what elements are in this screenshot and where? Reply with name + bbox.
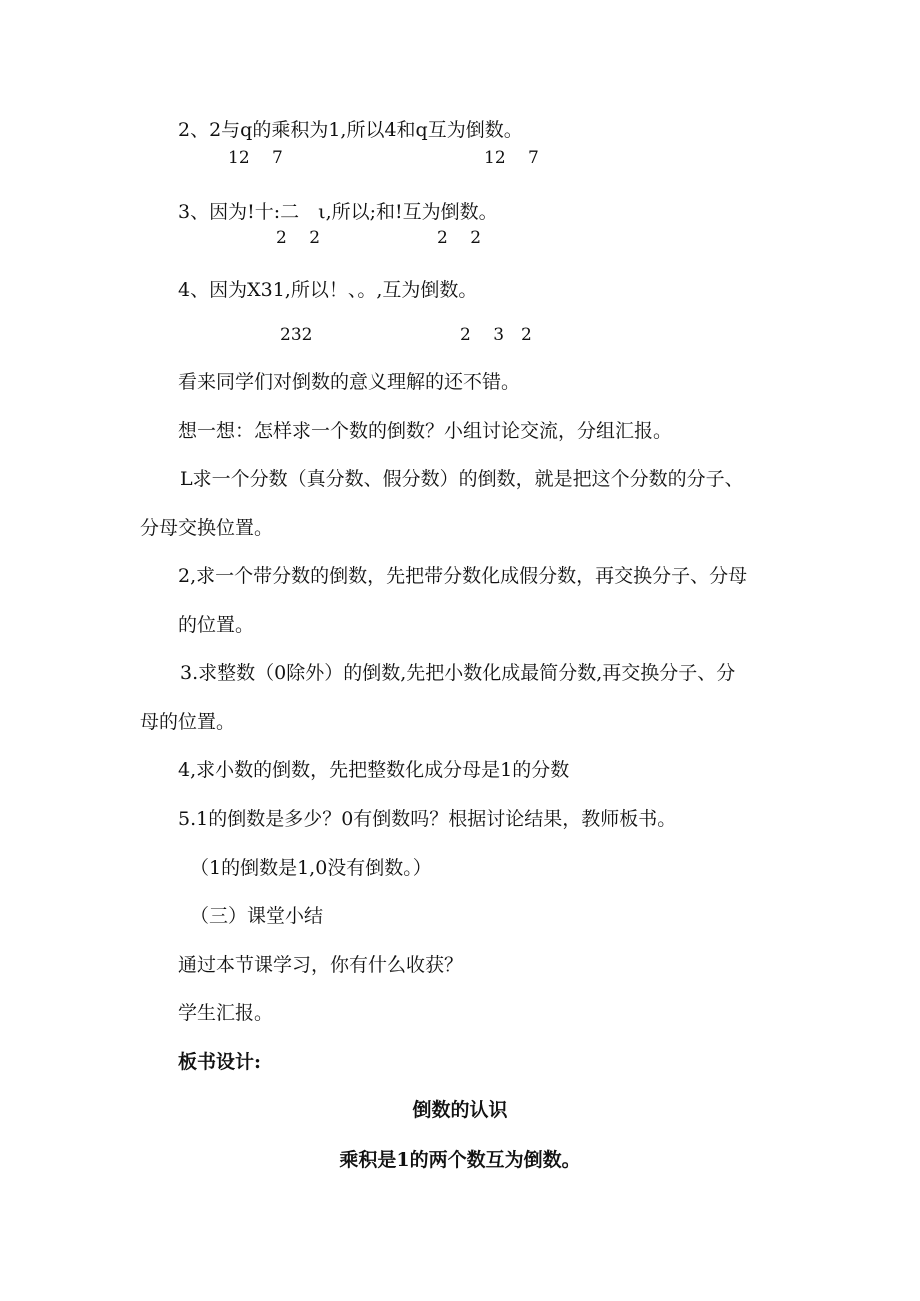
paragraph-understanding: 看来同学们对倒数的意义理解的还不错。 — [178, 371, 521, 393]
paragraph-question: 通过本节课学习，你有什么收获？ — [178, 954, 464, 976]
fraction-denominators-right: 2 2 — [437, 228, 482, 248]
blackboard-note: （1的倒数是1,0没有倒数。） — [190, 857, 432, 879]
rule-2-line-2: 的位置。 — [178, 614, 255, 636]
rule-5: 5.1的倒数是多少？0有倒数吗？根据讨论结果，教师板书。 — [178, 808, 677, 830]
rule-1-line-1: L求一个分数（真分数、假分数）的倒数，就是把这个分数的分子、 — [180, 468, 744, 490]
rule-2-line-1: 2,求一个带分数的倒数，先把带分数化成假分数，再交换分子、分母 — [178, 565, 748, 587]
paragraph-student-report: 学生汇报。 — [178, 1002, 274, 1024]
rule-3-line-1: 3.求整数（0除外）的倒数,先把小数化成最简分数,再交换分子、分 — [180, 662, 736, 684]
paragraph-think: 想一想：怎样求一个数的倒数？小组讨论交流，分组汇报。 — [178, 420, 673, 442]
fraction-denominators-right: 2 3 2 — [460, 325, 532, 345]
board-definition: 乘积是1的两个数互为倒数。 — [339, 1149, 581, 1171]
line-reciprocal-example-3: 3、因为!十:二 ι,所以;和!互为倒数。 — [178, 201, 498, 223]
fraction-denominators-left: 232 — [280, 325, 313, 345]
rule-4: 4,求小数的倒数，先把整数化成分母是1的分数 — [178, 759, 570, 781]
fraction-denominators-left: 12 7 — [228, 148, 283, 168]
line-reciprocal-example-4: 4、因为X31,所以！、。,互为倒数。 — [178, 279, 478, 301]
rule-3-line-2: 母的位置。 — [140, 711, 236, 733]
board-design-heading: 板书设计: — [178, 1051, 262, 1073]
section-heading-summary: （三）课堂小结 — [190, 905, 324, 927]
fraction-denominators-left: 2 2 — [276, 228, 321, 248]
fraction-denominators-right: 12 7 — [484, 148, 539, 168]
board-title: 倒数的认识 — [412, 1099, 508, 1121]
line-reciprocal-example-2: 2、2与q的乘积为1,所以4和q互为倒数。 — [178, 119, 523, 141]
rule-1-line-2: 分母交换位置。 — [140, 517, 274, 539]
